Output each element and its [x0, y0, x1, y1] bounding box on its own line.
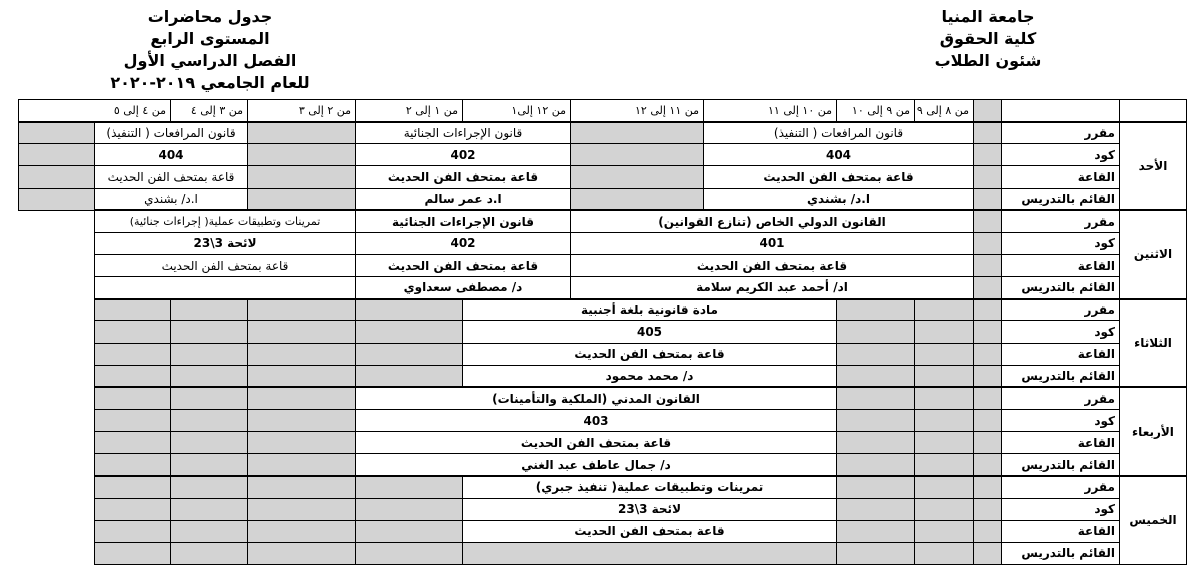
cell-lecturer: اد/ أحمد عبد الكريم سلامة [571, 277, 974, 299]
academic-year: للعام الجامعي ٢٠١٩-٢٠٢٠ [110, 73, 310, 92]
cell-hall: قاعة بمتحف الفن الحديث [704, 166, 974, 188]
day-wednesday: الأربعاء [1120, 387, 1187, 476]
row-label-lecturer: القائم بالتدريس [1002, 365, 1120, 387]
row-label-hall: القاعة [1002, 166, 1120, 188]
cell-lecturer: د/ مصطفى سعداوي [356, 277, 571, 299]
cell-course: القانون الدولي الخاص (تنازع القوانين) [571, 210, 974, 232]
header-corner-gray [974, 100, 1002, 122]
row-label-course: مقرر [1002, 210, 1120, 232]
time-slot: من ٢ إلى ٣ [248, 100, 356, 122]
day-monday: الاثنين [1120, 210, 1187, 299]
row-label-course: مقرر [1002, 476, 1120, 498]
cell-lecturer-empty [463, 542, 837, 564]
row-label-lecturer: القائم بالتدريس [1002, 277, 1120, 299]
university-name: جامعة المنيا [941, 7, 1035, 26]
cell-hall: قاعة بمتحف الفن الحديث [463, 520, 837, 542]
day-thursday: الخميس [1120, 476, 1187, 565]
cell-course: تمرينات وتطبيقات عملية( إجراءات جنائية) [95, 210, 356, 232]
day-tuesday: الثلاثاء [1120, 299, 1187, 388]
cell-course: القانون المدني (الملكية والتأمينات) [356, 387, 837, 409]
time-slot: من ١ إلى ٢ [356, 100, 463, 122]
cell-code: لائحة 3\23 [463, 498, 837, 520]
row-label-hall: القاعة [1002, 343, 1120, 365]
department-name: شئون الطلاب [934, 51, 1042, 70]
row-label-course: مقرر [1002, 387, 1120, 409]
day-sunday: الأحد [1120, 122, 1187, 211]
cell-hall: قاعة بمتحف الفن الحديث [95, 166, 248, 188]
cell-course: قانون الإجراءات الجنائية [356, 122, 571, 144]
cell-course: تمرينات وتطبيقات عملية( تنفيذ جبري) [463, 476, 837, 498]
cell-hall: قاعة بمتحف الفن الحديث [356, 254, 571, 276]
row-label-hall: القاعة [1002, 520, 1120, 542]
faculty-name: كلية الحقوق [939, 29, 1037, 48]
cell-code: 401 [571, 232, 974, 254]
university-header [918, 6, 1058, 72]
header-corner-label [1002, 100, 1120, 122]
row-label-lecturer: القائم بالتدريس [1002, 454, 1120, 476]
time-slot: من ٩ إلى ١٠ [837, 100, 915, 122]
schedule-title: جدول محاضرات [147, 7, 273, 26]
cell-lecturer: د/ محمد محمود [463, 365, 837, 387]
cell-code: 405 [463, 321, 837, 343]
cell-code: 403 [356, 409, 837, 431]
cell-lecturer: ا.د/ بشندي [95, 188, 248, 210]
cell-hall: قاعة بمتحف الفن الحديث [95, 254, 356, 276]
row-label-code: كود [1002, 498, 1120, 520]
row-label-code: كود [1002, 232, 1120, 254]
cell-hall: قاعة بمتحف الفن الحديث [571, 254, 974, 276]
time-slot: من ٤ إلى ٥ [19, 100, 171, 122]
time-slots-row [19, 100, 1187, 122]
cell-hall: قاعة بمتحف الفن الحديث [463, 343, 837, 365]
time-slot: من ١٠ إلى ١١ [704, 100, 837, 122]
cell-code: 404 [95, 144, 248, 166]
cell-course: قانون المرافعات ( التنفيذ) [95, 122, 248, 144]
row-label-code: كود [1002, 144, 1120, 166]
schedule-header [90, 6, 330, 94]
header-corner [1120, 100, 1187, 122]
time-slot: من ٨ إلى ٩ [915, 100, 974, 122]
level-label: المستوى الرابع [150, 29, 270, 48]
cell-code: 404 [704, 144, 974, 166]
time-slot: من ١٢ إلى١ [463, 100, 571, 122]
row-label-hall: القاعة [1002, 432, 1120, 454]
cell-code: 402 [356, 232, 571, 254]
time-slot: من ١١ إلى ١٢ [571, 100, 704, 122]
cell-lecturer: د/ جمال عاطف عبد الغني [356, 454, 837, 476]
cell-lecturer: ا.د عمر سالم [356, 188, 571, 210]
row-label-code: كود [1002, 409, 1120, 431]
row-label-lecturer: القائم بالتدريس [1002, 542, 1120, 564]
cell-course: قانون الإجراءات الجنائية [356, 210, 571, 232]
row-label-course: مقرر [1002, 122, 1120, 144]
row-label-code: كود [1002, 321, 1120, 343]
cell-code: لائحة 3\23 [95, 232, 356, 254]
cell-hall: قاعة بمتحف الفن الحديث [356, 432, 837, 454]
cell-course: مادة قانونية بلغة أجنبية [463, 299, 837, 321]
cell-course: قانون المرافعات ( التنفيذ) [704, 122, 974, 144]
cell-code: 402 [356, 144, 571, 166]
time-slot: من ٣ إلى ٤ [171, 100, 248, 122]
row-label-lecturer: القائم بالتدريس [1002, 188, 1120, 210]
cell-hall: قاعة بمتحف الفن الحديث [356, 166, 571, 188]
cell-lecturer-empty [95, 277, 356, 299]
schedule-table [18, 99, 1187, 565]
semester-label: الفصل الدراسي الأول [123, 51, 297, 70]
cell-lecturer: ا.د/ بشندي [704, 188, 974, 210]
row-label-hall: القاعة [1002, 254, 1120, 276]
row-label-course: مقرر [1002, 299, 1120, 321]
